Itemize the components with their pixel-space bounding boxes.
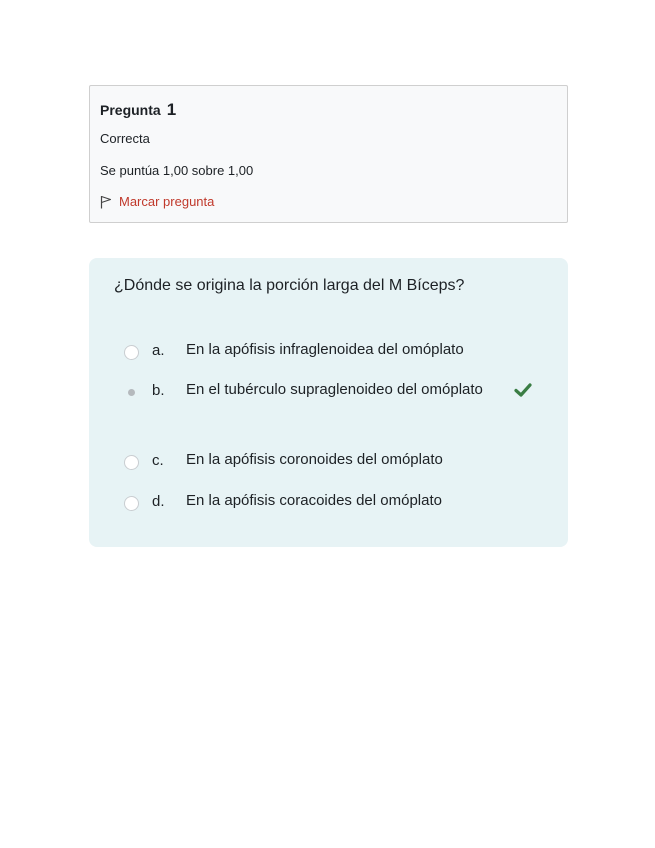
answer-text: En la apófisis coracoides del omóplato bbox=[186, 492, 442, 509]
answer-text: En la apófisis coronoides del omóplato bbox=[186, 451, 443, 468]
answer-letter: b. bbox=[152, 382, 165, 399]
question-info-panel bbox=[89, 85, 568, 223]
question-title bbox=[100, 100, 176, 120]
check-icon bbox=[514, 383, 532, 402]
answer-text: En el tubérculo supraglenoideo del omóplato bbox=[186, 381, 483, 398]
radio-button-selected[interactable] bbox=[124, 385, 139, 400]
question-number: 1 bbox=[166, 100, 177, 119]
question-grade: Se puntúa 1,00 sobre 1,00 bbox=[100, 163, 254, 178]
flag-question-link[interactable] bbox=[100, 194, 214, 209]
question-text: ¿Dónde se origina la porción larga del M Bíceps? bbox=[114, 277, 465, 294]
answer-text: En la apófisis infraglenoidea del omóplato bbox=[186, 341, 464, 358]
answer-letter: c. bbox=[152, 452, 164, 469]
radio-button[interactable] bbox=[124, 496, 139, 511]
radio-button[interactable] bbox=[124, 455, 139, 470]
answer-letter: a. bbox=[152, 342, 165, 359]
radio-button[interactable] bbox=[124, 345, 139, 360]
answer-letter: d. bbox=[152, 493, 165, 510]
question-state: Correcta bbox=[100, 131, 150, 146]
flag-label: Marcar pregunta bbox=[119, 194, 215, 209]
question-label: Pregunta bbox=[100, 102, 161, 118]
flag-icon bbox=[100, 195, 112, 209]
question-content bbox=[89, 258, 568, 547]
